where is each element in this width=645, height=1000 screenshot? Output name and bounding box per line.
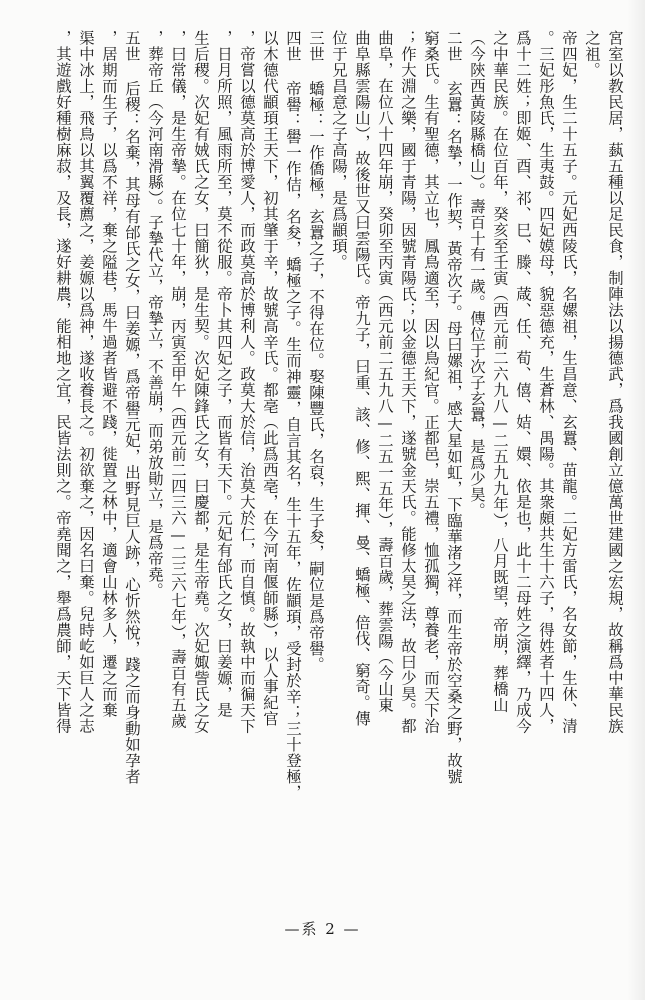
text-column: 二世 玄囂：名摯，一作契，黃帝次子。母曰嫘祖，感大星如虹，下臨華渚之祥，而生帝於空桑之野，故號 xyxy=(445,30,463,785)
text-column: 生后稷。次妃有娀氏之女，曰簡狄，是生契。次妃陳鋒氏之女，曰慶都，是生帝堯。次妃娵訾氏之女 xyxy=(192,30,210,734)
text-column: ；作大淵之樂，國于青陽，因號青陽氏；以金德王天下，遂號金天氏。能修太昊之法，故曰少昊。都 xyxy=(399,30,417,734)
text-column: 爲十二姓；即姬、酉、祁、巳、滕、葴、任、荀、僖、姞、嬛、依是也，此十二母姓之演繹，乃成今 xyxy=(514,30,532,734)
text-column: 三世 蟜極：一作僑極，玄囂之子，不得在位。娶陳豐氏，名裒，生子夋，嗣位是爲帝嚳。 xyxy=(307,30,325,673)
text-column: 位于兄昌意之子高陽，是爲顓頊。 xyxy=(330,30,348,270)
text-column: ，葬帝丘（今河南滑縣）。子摯代立，帝摯立，不善崩，而弟放勛立，是爲帝堯。 xyxy=(146,30,164,599)
text-column: 窮桑氏。生有聖德，其立也，鳳鳥適至，因以鳥紀官。正都邑，崇五禮，恤孤獨，尊養老，而天下治 xyxy=(422,30,440,734)
text-column: ，其遊戲好種樹麻菽，及長，遂好耕農，能相地之宜，民皆法則之。帝堯聞之，舉爲農師，天下皆得 xyxy=(54,30,72,734)
binding-shadow xyxy=(627,0,645,1000)
text-column: 。三妃彤魚氏，生夷鼓。四妃嫫母，貌惡德充，生蒼林、禺陽。其衆頗共生十六子，得姓者十四人， xyxy=(537,30,555,734)
text-column: 宮室以教民居，蓺五種以足民食，制陣法以揚德武，爲我國創立億萬世建國之宏規，故稱爲中華民族 xyxy=(606,30,624,734)
text-column: 五世 后稷：名棄，其母有邰氏之女，曰姜嫄，爲帝嚳元妃，出野見巨人跡，心忻然悅，踐之而身動如孕者 xyxy=(123,30,141,785)
text-column: 渠中冰上，飛鳥以其翼覆薦之，姜嫄以爲神，遂收養長之。初欲棄之，因名曰棄。兒時屹如巨人之志 xyxy=(77,30,95,734)
text-column: 以木德代顓頊王天下，初其肇于辛，故號高辛氏。都亳（此爲西亳，在今河南偃師縣），以人事紀官 xyxy=(261,30,279,727)
text-column: 四世 帝嚳：嚳一作佶，名夋，蟜極之子。生而神靈，自言其名，生十五年，佐顓頊，受封於辛；三十登極， xyxy=(284,30,302,801)
vertical-text-block xyxy=(54,30,624,950)
page-number: —系 2 — xyxy=(284,920,361,938)
text-column: 曲阜縣雲陽山），故後世又曰雲陽氏。帝九子，曰重、該、修、熙、揮、曼、蟜極、倍伐、窮奇。傳 xyxy=(353,30,371,727)
text-column: ，日月所照，風雨所至，莫不從服。帝卜其四妃之子，而皆有天下。元妃有邰氏之女，曰姜嫄，是 xyxy=(215,30,233,718)
text-column: ，曰常儀，是生帝摯。在位七十年，崩，丙寅至甲午（西元前二四三六—二三六七年），壽百有五歲 xyxy=(169,30,187,729)
text-column: （今陝西黃陵縣橋山）。壽百十有一歲。傳位于次子玄囂，是爲少昊。 xyxy=(468,30,486,519)
text-column: 之中華民族。在位百年，癸亥至壬寅（西元前二六九八—二五九九年），八月既望，帝崩，葬橋山 xyxy=(491,30,509,713)
text-column: 帝四妃，生二十五子。元妃西陵氏，名嫘祖，生昌意、玄囂、苗龍。二妃方雷氏，名女節，生休、清 xyxy=(560,30,578,734)
text-column: 曲阜，在位八十四年崩，癸卯至丙寅（西元前二五九八—二五一五年），壽百歲，葬雲陽（今山東 xyxy=(376,30,394,713)
text-column: ，居期而生子，以爲不祥，棄之隘巷，馬牛過者皆避不踐，徙置之林中，適會山林多人，遷之而棄 xyxy=(100,30,118,718)
text-column: ，帝嘗以德莫高於博愛人，而政莫高於博利人。政莫大於信，治莫大於仁，而自慎。故執中而徧天下 xyxy=(238,30,256,734)
text-column: 之祖。 xyxy=(583,30,601,78)
